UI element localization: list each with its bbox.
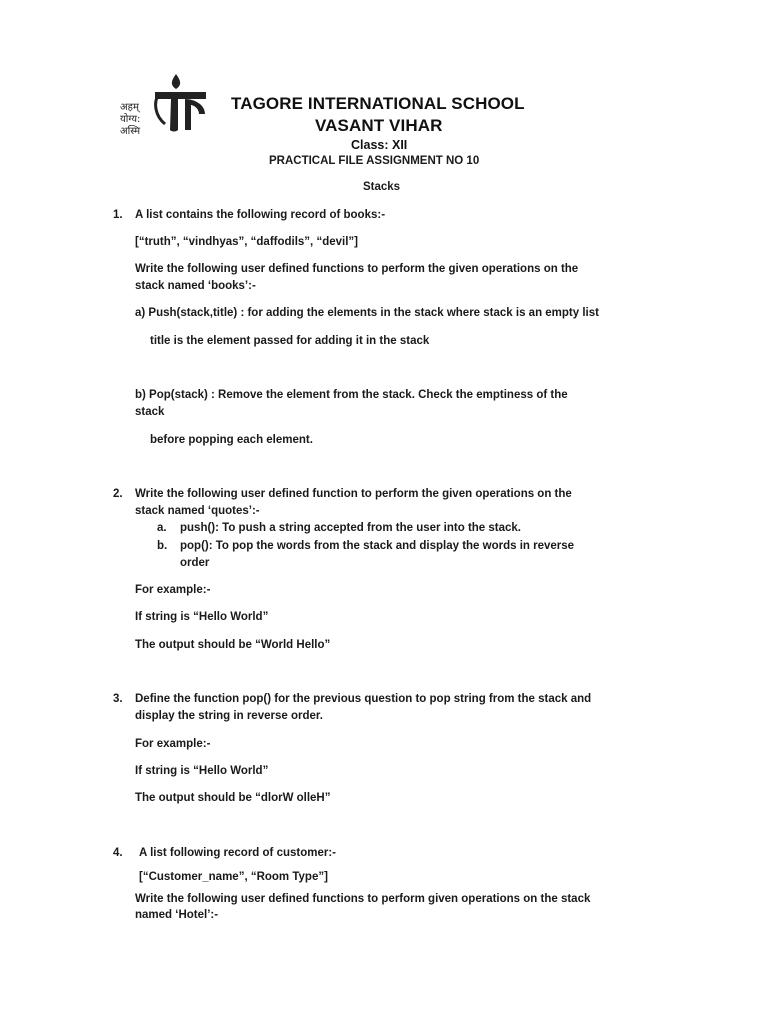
q3-number: 3. — [113, 693, 123, 705]
q1-part-b-line1: b) Pop(stack) : Remove the element from the stack. Check the emptiness of the — [135, 389, 568, 401]
q2-b-text-line2: order — [180, 557, 210, 569]
logo-text-2: योग्य: — [120, 114, 141, 125]
q1-number: 1. — [113, 209, 123, 221]
class-line: Class: XII — [351, 138, 408, 152]
school-logo-graphic — [119, 72, 211, 136]
q4-instruction-line1: Write the following user defined functions to perform given operations on the stack — [135, 893, 591, 905]
topic-title: Stacks — [363, 181, 401, 193]
q3-line1: Define the function pop() for the previous question to pop string from the stack and — [135, 693, 592, 705]
q2-example-input: If string is “Hello World” — [135, 611, 269, 623]
q2-number: 2. — [113, 488, 123, 500]
q2-example-output: The output should be “World Hello” — [135, 639, 331, 651]
q3-example-output: The output should be “dlorW olleH” — [135, 792, 331, 804]
school-branch: VASANT VIHAR — [315, 116, 443, 135]
q1-instruction-line2: stack named ‘books’:- — [135, 280, 256, 292]
q1-part-b-line2: stack — [135, 406, 165, 418]
q4-instruction-line2: named ‘Hotel’:- — [135, 909, 219, 921]
school-name: TAGORE INTERNATIONAL SCHOOL — [231, 94, 525, 113]
q1-instruction-line1: Write the following user defined functions to perform the given operations on the — [135, 263, 579, 275]
q1-part-a-line1: a) Push(stack,title) : for adding the elements in the stack where stack is an empty list — [135, 307, 599, 319]
q1-part-a-line2: title is the element passed for adding it in the stack — [150, 335, 430, 347]
q3-example-label: For example:- — [135, 738, 211, 750]
q2-b-label: b. — [157, 540, 168, 552]
assignment-title: PRACTICAL FILE ASSIGNMENT NO 10 — [269, 155, 480, 167]
q2-a-text: push(): To push a string accepted from the user into the stack. — [180, 522, 521, 534]
q4-text: A list following record of customer:- — [139, 847, 336, 859]
logo-text-3: अस्मि — [120, 126, 141, 136]
q2-b-text-line1: pop(): To pop the words from the stack and display the words in reverse — [180, 540, 575, 552]
logo-text-1: अहम् — [120, 102, 139, 113]
q2-line1: Write the following user defined function to perform the given operations on the — [135, 488, 572, 500]
q2-a-label: a. — [157, 522, 167, 534]
q2-example-label: For example:- — [135, 584, 211, 596]
q1-part-b-line3: before popping each element. — [150, 434, 313, 446]
q4-number: 4. — [113, 847, 123, 859]
q3-line2: display the string in reverse order. — [135, 710, 323, 722]
q2-line2: stack named ‘quotes’:- — [135, 505, 260, 517]
q1-list: [“truth”, “vindhyas”, “daffodils”, “devil”] — [135, 236, 358, 248]
school-logo — [119, 72, 211, 136]
q4-list: [“Customer_name”, “Room Type”] — [139, 871, 328, 883]
q1-text: A list contains the following record of books:- — [135, 209, 386, 221]
q3-example-input: If string is “Hello World” — [135, 765, 269, 777]
